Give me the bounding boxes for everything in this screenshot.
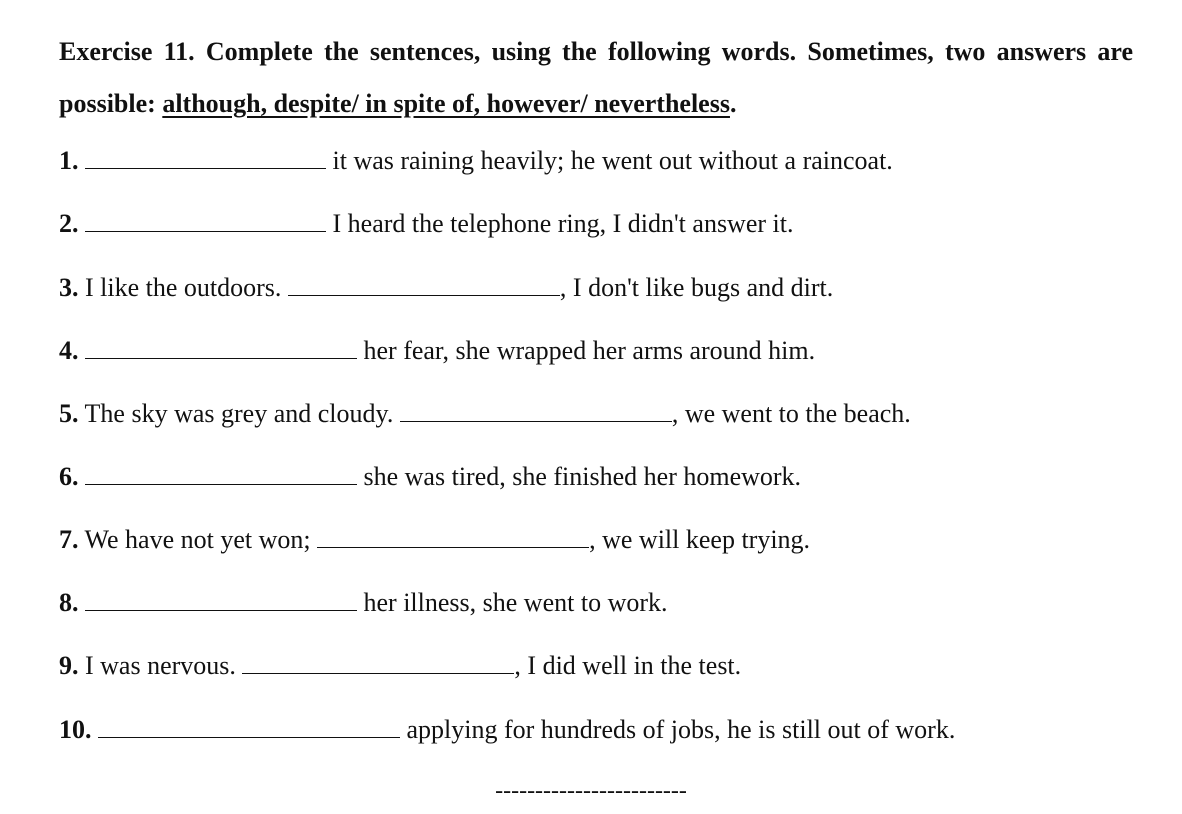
sentence-text: I heard the telephone ring, I didn't answer it. — [332, 209, 794, 238]
sentence-item-5 — [59, 398, 911, 430]
sentence-text: it was raining heavily; he went out without a raincoat. — [332, 146, 893, 175]
sentence-item-8 — [59, 587, 668, 619]
exercise-title — [59, 26, 1133, 130]
sentence-item-10 — [59, 714, 955, 746]
sentence-text-before: I was nervous. — [85, 651, 236, 680]
answer-blank-10[interactable] — [98, 715, 400, 738]
answer-blank-2[interactable] — [85, 209, 326, 232]
item-number: 7. — [59, 525, 79, 554]
footer-divider: ------------------------ — [495, 778, 687, 804]
answer-blank-7[interactable] — [317, 525, 589, 548]
sentence-item-1 — [59, 145, 893, 177]
item-number: 4. — [59, 336, 79, 365]
sentence-text: , I did well in the test. — [514, 651, 742, 680]
item-number: 5. — [59, 399, 79, 428]
item-number: 3. — [59, 273, 79, 302]
sentence-item-7 — [59, 524, 810, 556]
sentence-item-9 — [59, 650, 741, 682]
word-list: although, despite/ in spite of, however/ nevertheless — [162, 89, 730, 118]
sentence-text-before: We have not yet won; — [84, 525, 311, 554]
sentence-text: applying for hundreds of jobs, he is still out of work. — [406, 715, 956, 744]
item-number: 8. — [59, 588, 79, 617]
item-number: 9. — [59, 651, 79, 680]
item-number: 2. — [59, 209, 79, 238]
answer-blank-3[interactable] — [288, 273, 560, 296]
sentence-item-3 — [59, 272, 833, 304]
sentence-text: , we will keep trying. — [589, 525, 811, 554]
exercise-instructions: Exercise 11. Complete the sentences, using the following words. Sometimes, two answers are possible: — [59, 37, 1133, 118]
answer-blank-4[interactable] — [85, 336, 357, 359]
sentence-text: she was tired, she finished her homework. — [363, 462, 802, 491]
title-period: . — [729, 89, 737, 118]
sentence-text: , I don't like bugs and dirt. — [559, 273, 834, 302]
sentence-text: her illness, she went to work. — [363, 588, 668, 617]
answer-blank-5[interactable] — [400, 399, 672, 422]
answer-blank-9[interactable] — [242, 651, 514, 674]
answer-blank-6[interactable] — [85, 462, 357, 485]
sentence-text-before: The sky was grey and cloudy. — [84, 399, 394, 428]
item-number: 1. — [59, 146, 79, 175]
answer-blank-8[interactable] — [85, 588, 357, 611]
sentence-text-before: I like the outdoors. — [85, 273, 282, 302]
sentence-item-2 — [59, 208, 793, 240]
answer-blank-1[interactable] — [85, 146, 326, 169]
sentence-item-6 — [59, 461, 801, 493]
sentence-item-4 — [59, 335, 815, 367]
sentence-text: , we went to the beach. — [671, 399, 911, 428]
sentence-text: her fear, she wrapped her arms around him. — [363, 336, 816, 365]
item-number: 6. — [59, 462, 79, 491]
item-number: 10. — [59, 715, 92, 744]
